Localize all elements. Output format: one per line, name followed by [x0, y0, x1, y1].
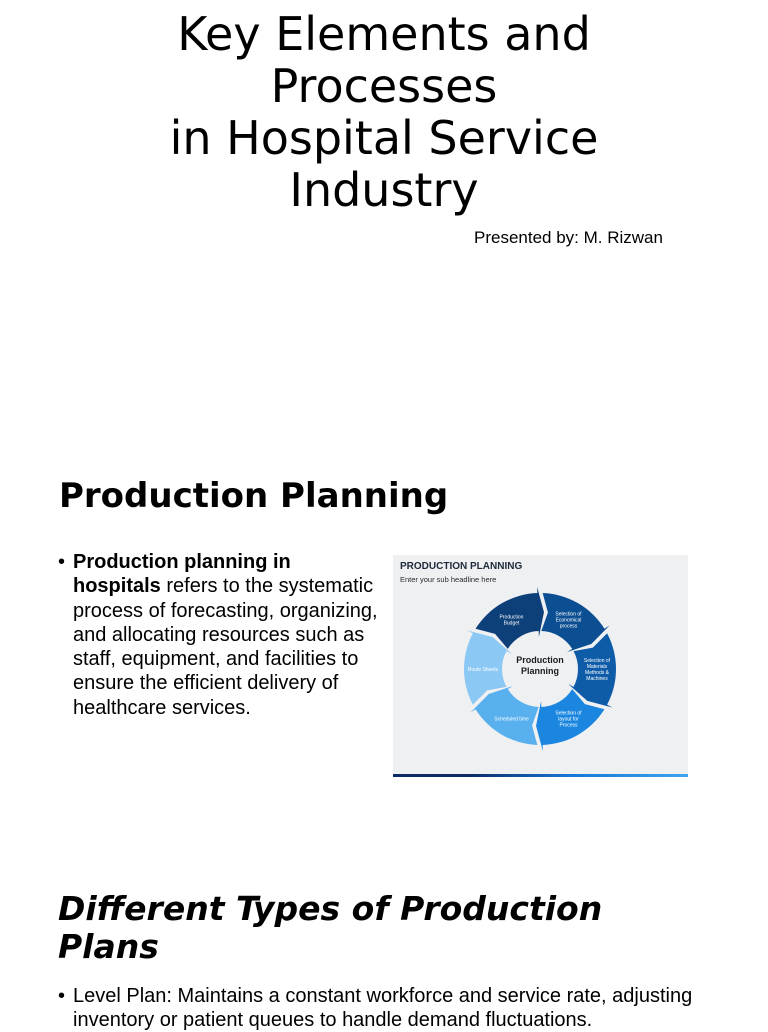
diagram-footer-bar [393, 774, 688, 777]
bullet-text [73, 550, 378, 720]
slide-title [84, 8, 684, 216]
bullet-text: Level Plan: Maintains a constant workforce and service rate, adjusting inventory or patient queues to handle demand fluctuations. [73, 985, 693, 1031]
cycle-segment-label-line: Machines [586, 676, 608, 682]
cycle-segment-label-line: Economical [555, 617, 582, 624]
cycle-segment-label-line: Production [499, 614, 524, 621]
cycle-segment-label-line: Materials [586, 664, 608, 670]
diagram-title: PRODUCTION PLANNING [400, 561, 523, 572]
presenter-credit: Presented by: M. Rizwan [474, 228, 663, 247]
bullet-bold-text: Production planning in hospitals [73, 551, 291, 598]
bullet-marker: • [58, 985, 66, 1007]
title-line: in Hospital Service [169, 111, 599, 165]
diagram-subtitle: Enter your sub headline here [400, 575, 497, 584]
cycle-segment-label-line: Process [559, 722, 578, 729]
title-line: Key Elements and [177, 7, 591, 61]
title-line: Industry [289, 163, 479, 217]
section-heading-production-planning: Production Planning [59, 476, 449, 516]
cycle-diagram [393, 555, 688, 777]
bullet-marker: • [58, 551, 66, 573]
cycle-segment-label-line: layout for [558, 716, 579, 723]
section-heading-types: Different Types of Production Plans [58, 889, 603, 966]
production-planning-diagram [393, 555, 688, 777]
title-line: Processes [270, 59, 498, 113]
cycle-segment-label-line: Selection of [583, 658, 611, 664]
cycle-segment-label-line: Route Sheets [467, 667, 499, 673]
bullet-level-plan [58, 984, 718, 1032]
center-label-line: Planning [521, 666, 559, 676]
cycle-segment-label-line: Scheduled time [494, 716, 529, 723]
cycle-segment-label [584, 658, 611, 682]
cycle-segment-label-line: Budget [503, 620, 520, 627]
bullet-body-text: refers to the systematic process of forecasting, organizing, and allocating resources such as staff, equipment, and facilities to ensure the efficient delivery of healthcare services. [73, 575, 378, 719]
cycle-segment-label [494, 716, 529, 722]
cycle-segment-label-line: Selection of [555, 710, 582, 717]
cycle-segment-label-line: Methods & [585, 670, 609, 676]
center-label-line: Production [516, 655, 564, 665]
bullet-production-planning [58, 550, 378, 720]
cycle-segment-label-line: process [559, 623, 578, 630]
cycle-segment-label-line: Selection of [555, 611, 582, 618]
cycle-segment-label [468, 667, 499, 673]
